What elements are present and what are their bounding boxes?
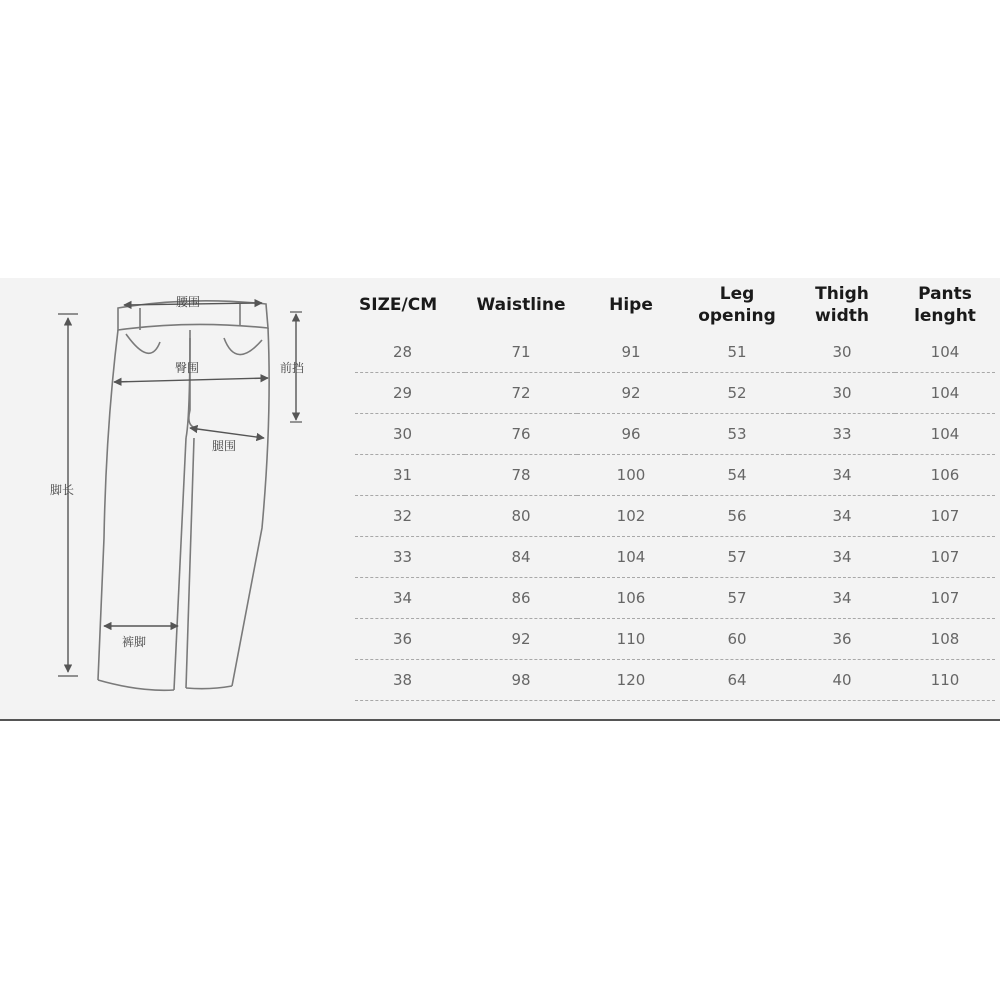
table-row [355, 455, 995, 496]
table-row [355, 578, 995, 619]
column-header-pants-length: Pants lenght [914, 284, 976, 326]
cell-pants-length: 104 [895, 332, 995, 373]
cell-leg-opening: 51 [685, 332, 789, 373]
leg-length-label: 脚长 [50, 483, 75, 497]
table-row [355, 332, 995, 373]
cell-waistline: 71 [465, 332, 577, 373]
cell-thigh-width: 36 [789, 619, 895, 660]
cell-waistline: 86 [465, 578, 577, 619]
cell-leg-opening: 53 [685, 414, 789, 455]
pants-outline-icon [98, 301, 269, 690]
cell-thigh-width: 34 [789, 537, 895, 578]
cell-hip: 92 [577, 373, 685, 414]
cell-leg-opening: 52 [685, 373, 789, 414]
cell-waistline: 98 [465, 660, 577, 701]
cell-pants-length: 110 [895, 660, 995, 701]
cell-size: 34 [355, 578, 465, 619]
cell-waistline: 76 [465, 414, 577, 455]
cell-leg-opening: 56 [685, 496, 789, 537]
cell-thigh-width: 34 [789, 455, 895, 496]
cell-size: 31 [355, 455, 465, 496]
table-header-row [355, 278, 995, 332]
table-row [355, 619, 995, 660]
table-row [355, 414, 995, 455]
table-row [355, 373, 995, 414]
cell-hip: 120 [577, 660, 685, 701]
cell-pants-length: 104 [895, 373, 995, 414]
cell-hip: 91 [577, 332, 685, 373]
cell-thigh-width: 30 [789, 373, 895, 414]
column-header-leg-opening: Leg opening [698, 284, 776, 326]
column-header-size: SIZE/CM [359, 295, 438, 315]
cell-leg-opening: 60 [685, 619, 789, 660]
thigh-label: 腿围 [212, 439, 237, 453]
cell-leg-opening: 54 [685, 455, 789, 496]
column-header-thigh-width: Thigh width [815, 284, 869, 326]
cell-size: 32 [355, 496, 465, 537]
cell-leg-opening: 57 [685, 537, 789, 578]
cell-waistline: 72 [465, 373, 577, 414]
column-header-waistline: Waistline [476, 295, 566, 315]
size-chart-panel [0, 278, 1000, 720]
cell-size: 29 [355, 373, 465, 414]
cell-thigh-width: 40 [789, 660, 895, 701]
table-row [355, 496, 995, 537]
cell-pants-length: 107 [895, 496, 995, 537]
cell-hip: 96 [577, 414, 685, 455]
cell-hip: 104 [577, 537, 685, 578]
cell-waistline: 92 [465, 619, 577, 660]
pants-measurement-diagram [0, 278, 340, 720]
size-table [355, 278, 995, 701]
cell-thigh-width: 30 [789, 332, 895, 373]
cell-leg-opening: 64 [685, 660, 789, 701]
cell-thigh-width: 34 [789, 578, 895, 619]
pants-diagram-svg [0, 278, 340, 720]
table-row [355, 660, 995, 701]
cell-thigh-width: 34 [789, 496, 895, 537]
cell-waistline: 78 [465, 455, 577, 496]
cell-pants-length: 107 [895, 537, 995, 578]
column-header-hip: Hipe [609, 295, 653, 315]
cell-hip: 102 [577, 496, 685, 537]
cell-waistline: 80 [465, 496, 577, 537]
cell-pants-length: 108 [895, 619, 995, 660]
cell-size: 30 [355, 414, 465, 455]
cell-thigh-width: 33 [789, 414, 895, 455]
cell-pants-length: 106 [895, 455, 995, 496]
cell-size: 33 [355, 537, 465, 578]
waist-label: 腰围 [176, 295, 201, 309]
cell-waistline: 84 [465, 537, 577, 578]
cell-size: 28 [355, 332, 465, 373]
cell-pants-length: 104 [895, 414, 995, 455]
panel-divider [0, 719, 1000, 721]
hip-label: 臀围 [175, 361, 200, 375]
cell-pants-length: 107 [895, 578, 995, 619]
table-row [355, 537, 995, 578]
cell-hip: 110 [577, 619, 685, 660]
cell-leg-opening: 57 [685, 578, 789, 619]
cell-hip: 106 [577, 578, 685, 619]
leg-opening-label: 裤脚 [122, 635, 147, 649]
cell-size: 36 [355, 619, 465, 660]
cell-hip: 100 [577, 455, 685, 496]
front-rise-label: 前挡 [280, 361, 305, 375]
cell-size: 38 [355, 660, 465, 701]
